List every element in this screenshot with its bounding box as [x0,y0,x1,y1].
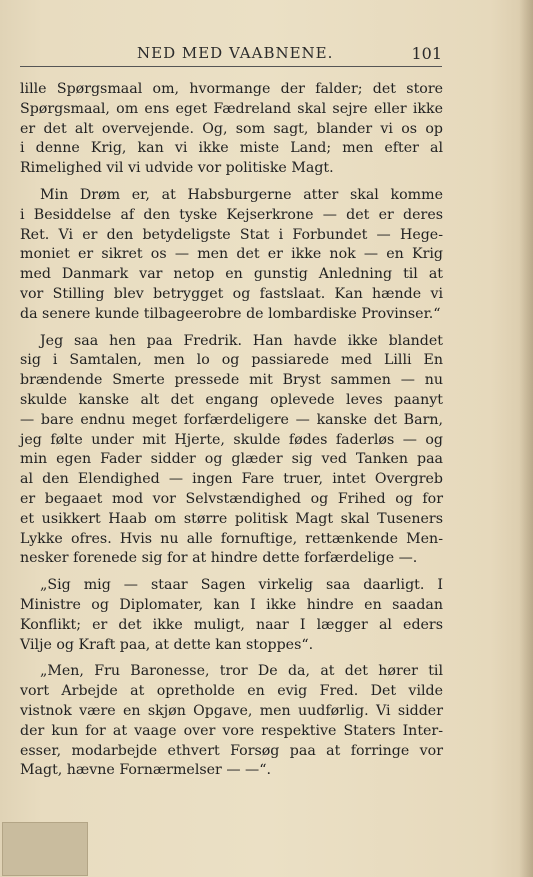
text-line: Vilje og Kraft paa, at dette kan stoppes“. [20,636,314,653]
text-line: Spørgsmaal, om ens eget Fædreland skal sejre eller ikke [20,100,443,117]
text-line: et usikkert Haab om større politisk Magt skal Tuseners [20,510,443,527]
paragraph [20,80,443,179]
text-line: — bare endnu meget forfærdeligere — kanske det Barn, [20,411,443,428]
paragraph [20,662,443,781]
body-text [20,80,443,781]
text-line: al den Elendighed — ingen Fare truer, intet Overgreb [20,471,443,488]
text-line: brændende Smerte pressede mit Bryst sammen — nu [20,372,443,389]
text-line: lille Spørgsmaal om, hvormange der falder; det store [20,81,443,97]
text-line: esser, modarbejde ethvert Forsøg paa at forringe vor [20,742,443,759]
text-line: moniet er sikret os — men det er ikke nok — en Krig [20,246,443,263]
text-line: i denne Krig, kan vi ikke miste Land; men efter al [20,140,443,157]
text-line: Jeg saa hen paa Fredrik. Han havde ikke blandet [40,332,443,349]
text-line: med Danmark var netop en gunstig Anledning til at [20,266,443,283]
text-line: vor Stilling blev betrygget og fastslaat. Kan hænde vi [20,285,443,302]
page-header [20,42,442,67]
text-line: vort Arbejde at opretholde en evig Fred. Det vilde [20,683,443,700]
text-line: der kun for at vaage over vore respektive Staters Inter- [20,722,443,739]
text-line: jeg følte under mit Hjerte, skulde fødes faderløs — og [20,431,443,448]
text-line: da senere kunde tilbageerobre de lombardiske Provinser.“ [20,305,441,322]
paragraph [20,576,443,655]
text-line: „Men, Fru Baronesse, tror De da, at det hører til [40,663,443,680]
paragraph [20,332,443,570]
text-line: i Besiddelse af den tyske Kejserkrone — det er deres [20,206,443,223]
text-line: nesker forenede sig for at hindre dette forfærdelige —. [20,550,418,567]
library-stamp-patch [2,822,88,876]
text-line: er det alt overvejende. Og, som sagt, blander vi os op [20,120,443,137]
text-line: sig i Samtalen, men lo og passiarede med Lilli En [20,352,443,369]
text-line: Magt, hævne Fornærmelser — —“. [20,762,271,779]
running-title: NED MED VAABNENE. [137,44,334,62]
text-line: Ret. Vi er den betydeligste Stat i Forbundet — Hege- [20,226,443,243]
page-edge-shadow [519,0,533,877]
text-line: er begaaet mod vor Selvstændighed og Frihed og for [20,490,443,507]
paragraph [20,186,443,325]
text-line: Konflikt; er det ikke muligt, naar I lægger al eders [20,616,443,633]
text-line: Min Drøm er, at Habsburgerne atter skal komme [40,186,443,203]
text-line: „Sig mig — staar Sagen virkelig saa daarligt. I [40,577,443,594]
text-line: Ministre og Diplomater, kan I ikke hindre en saadan [20,596,443,613]
text-line: min egen Fader sidder og glæder sig ved Tanken paa [20,451,443,468]
text-line: skulde kanske alt det engang oplevede leves paanyt [20,391,443,408]
text-line: Lykke ofres. Hvis nu alle fornuftige, rettænkende Men- [20,530,443,547]
page-number: 101 [411,44,442,63]
text-line: vistnok være en skjøn Opgave, men uudførlig. Vi sidder [20,702,443,719]
text-line: Rimelighed vil vi udvide vor politiske Magt. [20,160,334,177]
